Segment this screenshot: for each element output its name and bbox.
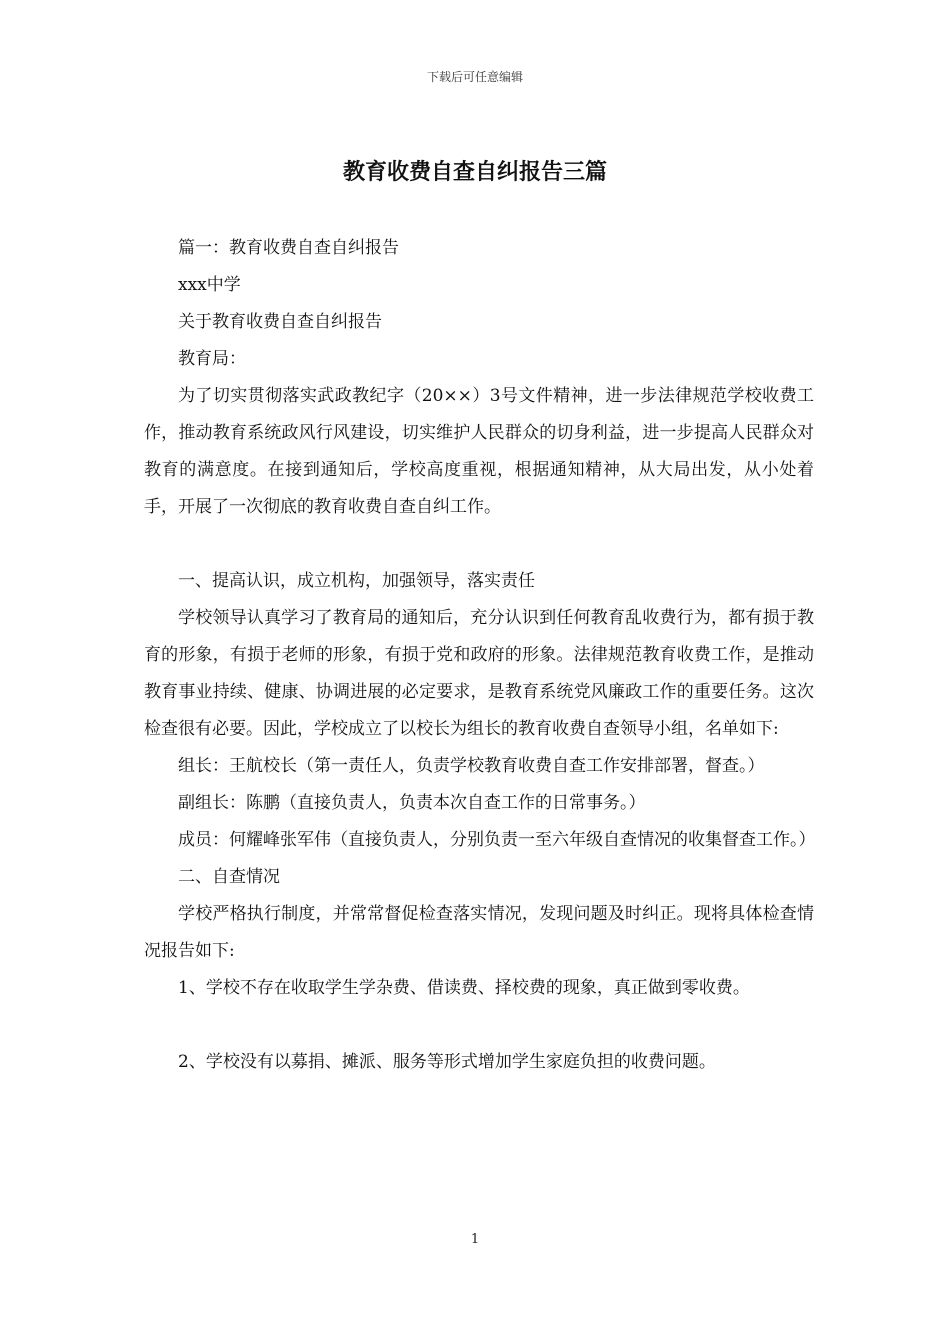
section-two-heading: 二、自查情况 xyxy=(178,867,280,887)
finding-item-2: 2、学校没有以募捐、摊派、服务等形式增加学生家庭负担的收费问题。 xyxy=(178,1052,716,1072)
header-note: 下载后可任意编辑 xyxy=(426,70,523,84)
finding-item-1: 1、学校不存在收取学生学杂费、借读费、择校费的现象，真正做到零收费。 xyxy=(178,978,750,998)
page-number: 1 xyxy=(470,1232,480,1247)
section-heading: 篇一：教育收费自查自纠报告 xyxy=(178,238,399,258)
team-members: 成员：何耀峰张军伟（直接负责人，分别负责一至六年级自查情况的收集督查工作。） xyxy=(178,830,816,850)
team-deputy: 副组长：陈鹏（直接负责人，负责本次自查工作的日常事务。） xyxy=(178,793,646,813)
document-title: 教育收费自查自纠报告三篇 xyxy=(342,160,607,185)
document-body xyxy=(144,230,814,1081)
section-two-paragraph: 学校严格执行制度，并常常督促检查落实情况，发现问题及时纠正。现将具体检查情况报告如下: xyxy=(144,904,814,961)
team-leader: 组长：王航校长（第一责任人，负责学校教育收费自查工作安排部署，督查。） xyxy=(178,756,765,776)
intro-paragraph: 为了切实贯彻落实武政教纪字（20××）3号文件精神，进一步法律规范学校收费工作，推动教育系统政风行风建设，切实维护人民群众的切身利益，进一步提高人民群众对教育的满意度。在接到通知后，学校高度重视，根据通知精神，从大局出发，从小处着手，开展了一次彻底的教育收费自查自纠工作。 xyxy=(144,386,814,517)
paragraph-gap xyxy=(144,1007,814,1044)
school-name: xxx中学 xyxy=(178,275,241,295)
addressee: 教育局： xyxy=(178,349,246,369)
section-one-heading: 一、提高认识，成立机构，加强领导，落实责任 xyxy=(178,571,535,591)
paragraph-gap xyxy=(144,526,814,563)
section-one-paragraph: 学校领导认真学习了教育局的通知后，充分认识到任何教育乱收费行为，都有损于教育的形象，有损于老师的形象，有损于党和政府的形象。法律规范教育收费工作，是推动教育事业持续、健康、协调进展的必定要求，是教育系统党风廉政工作的重要任务。这次检查很有必要。因此，学校成立了以校长为组长的教育收费自查领导小组，名单如下: xyxy=(144,608,814,739)
report-subject: 关于教育收费自查自纠报告 xyxy=(178,312,382,332)
